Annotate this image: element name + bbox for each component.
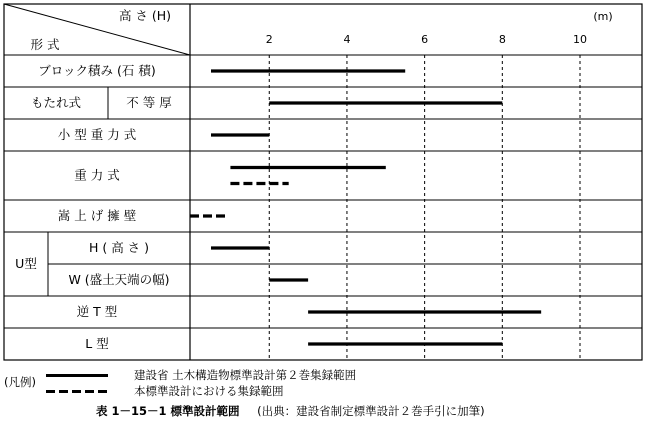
caption-title: 表 1－15－1 標準設計範囲 — [96, 404, 240, 418]
row-label: 逆 T 型 — [76, 304, 118, 319]
header-form-label: 形 式 — [30, 37, 60, 52]
x-tick-label: 10 — [573, 33, 587, 46]
row-label: 小 型 重 力 式 — [57, 127, 137, 142]
x-tick-label: 6 — [421, 33, 429, 46]
legend-dashed-line — [46, 390, 108, 393]
range-bars — [190, 71, 541, 344]
table-labels — [15, 8, 612, 351]
row-label: L 型 — [85, 336, 109, 351]
legend-solid-label: 建設省 土木構造物標準設計第２巻集録範囲 — [134, 368, 357, 382]
header-height-label: 高 さ (H) — [118, 8, 172, 23]
row-label: ブロック積み (石 積) — [38, 63, 156, 78]
legend-dashed-label: 本標準設計における集録範囲 — [134, 384, 284, 398]
row-label: H ( 高 さ ) — [88, 240, 150, 255]
row-label: 嵩 上 げ 擁 壁 — [57, 208, 137, 223]
grid-layer — [269, 55, 580, 360]
row-sub-label: 不 等 厚 — [126, 95, 172, 110]
row-label: W (盛土天端の幅) — [68, 272, 170, 287]
legend-solid-line — [46, 374, 108, 377]
table-caption — [96, 403, 485, 419]
legend-prefix: (凡例) — [4, 375, 36, 389]
x-tick-label: 2 — [265, 33, 273, 46]
header-unit: (m) — [593, 10, 613, 23]
caption-source: (出典：建設省制定標準設計２巻手引に加筆) — [257, 404, 485, 418]
x-tick-label: 8 — [498, 33, 506, 46]
group-label: U型 — [15, 256, 37, 271]
x-tick-label: 4 — [343, 33, 351, 46]
row-label: もたれ式 — [30, 95, 82, 110]
row-label: 重 力 式 — [74, 167, 120, 183]
